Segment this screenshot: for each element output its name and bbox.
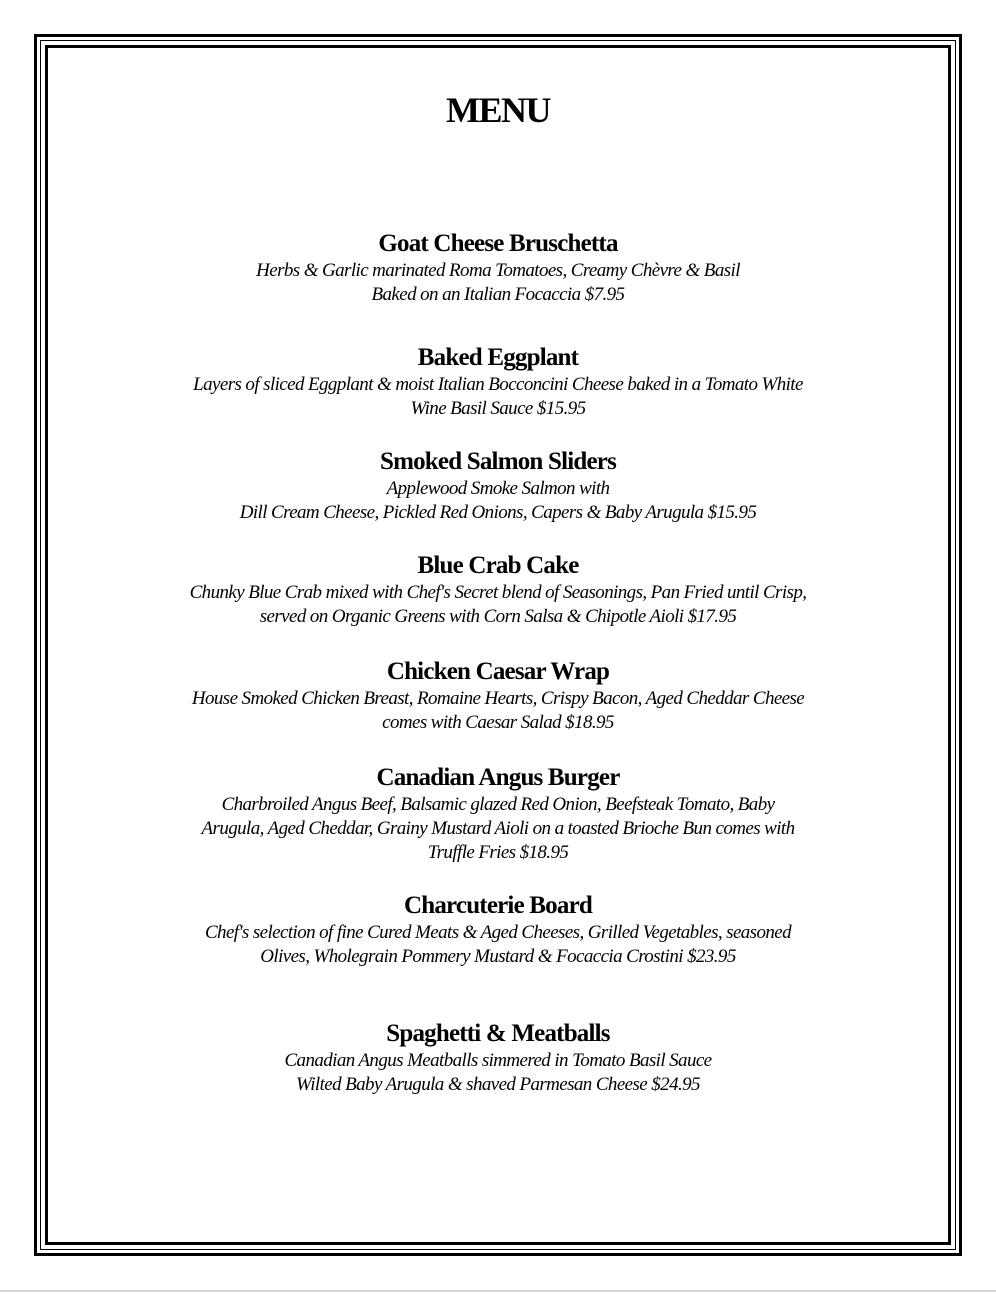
menu-item-name: Smoked Salmon Sliders bbox=[379, 448, 617, 475]
menu-item-description bbox=[150, 259, 846, 307]
menu-item-chicken-caesar-wrap bbox=[150, 657, 846, 735]
menu-item-goat-cheese-bruschetta bbox=[150, 229, 846, 307]
description-line: Herbs & Garlic marinated Roma Tomatoes, Creamy Chèvre & Basil bbox=[256, 260, 740, 281]
menu-item-spaghetti-meatballs bbox=[150, 1019, 846, 1097]
description-line: Chef's selection of fine Cured Meats & Aged Cheeses, Grilled Vegetables, seasoned bbox=[204, 922, 792, 943]
menu-item-canadian-angus-burger bbox=[150, 763, 846, 865]
description-line: Baked on an Italian Focaccia $7.95 bbox=[371, 284, 625, 305]
description-line: Applewood Smoke Salmon with bbox=[386, 478, 610, 499]
menu-item-name: Spaghetti & Meatballs bbox=[386, 1020, 610, 1047]
description-line: Wilted Baby Arugula & shaved Parmesan Cheese $24.95 bbox=[296, 1074, 700, 1095]
menu-item-description bbox=[150, 477, 846, 525]
description-line: House Smoked Chicken Breast, Romaine Hearts, Crispy Bacon, Aged Cheddar Cheese bbox=[191, 688, 805, 709]
menu-item-charcuterie-board bbox=[150, 891, 846, 969]
description-line: served on Organic Greens with Corn Salsa & Chipotle Aioli $17.95 bbox=[259, 606, 737, 627]
menu-item-name: Baked Eggplant bbox=[417, 344, 579, 371]
description-line: Arugula, Aged Cheddar, Grainy Mustard Aioli on a toasted Brioche Bun comes with bbox=[201, 818, 795, 839]
menu-item-name: Blue Crab Cake bbox=[417, 552, 579, 579]
description-line: Wine Basil Sauce $15.95 bbox=[410, 398, 586, 419]
menu-item-name: Charcuterie Board bbox=[404, 892, 592, 919]
description-line: Dill Cream Cheese, Pickled Red Onions, Capers & Baby Arugula $15.95 bbox=[239, 502, 757, 523]
menu-item-description bbox=[150, 921, 846, 969]
menu-item-name: Goat Cheese Bruschetta bbox=[378, 230, 618, 257]
description-line: Charbroiled Angus Beef, Balsamic glazed Red Onion, Beefsteak Tomato, Baby bbox=[221, 794, 775, 815]
page-bottom-edge bbox=[0, 1290, 996, 1292]
description-line: comes with Caesar Salad $18.95 bbox=[382, 712, 614, 733]
description-line: Canadian Angus Meatballs simmered in Tomato Basil Sauce bbox=[284, 1050, 712, 1071]
menu-item-smoked-salmon-sliders bbox=[150, 447, 846, 525]
menu-item-description bbox=[150, 373, 846, 421]
menu-item-description bbox=[150, 581, 846, 629]
menu-item-blue-crab-cake bbox=[150, 551, 846, 629]
menu-item-name: Chicken Caesar Wrap bbox=[386, 658, 610, 685]
menu-item-description bbox=[150, 1049, 846, 1097]
description-line: Layers of sliced Eggplant & moist Italian Bocconcini Cheese baked in a Tomato White bbox=[193, 374, 803, 395]
menu-title: MENU bbox=[446, 90, 550, 130]
menu-item-description bbox=[150, 687, 846, 735]
menu-item-baked-eggplant bbox=[150, 343, 846, 421]
menu-item-name: Canadian Angus Burger bbox=[376, 764, 620, 791]
menu-item-description bbox=[150, 793, 846, 865]
description-line: Olives, Wholegrain Pommery Mustard & Focaccia Crostini $23.95 bbox=[260, 946, 736, 967]
description-line: Truffle Fries $18.95 bbox=[427, 842, 569, 863]
description-line: Chunky Blue Crab mixed with Chef's Secret blend of Seasonings, Pan Fried until Crisp, bbox=[189, 582, 807, 603]
